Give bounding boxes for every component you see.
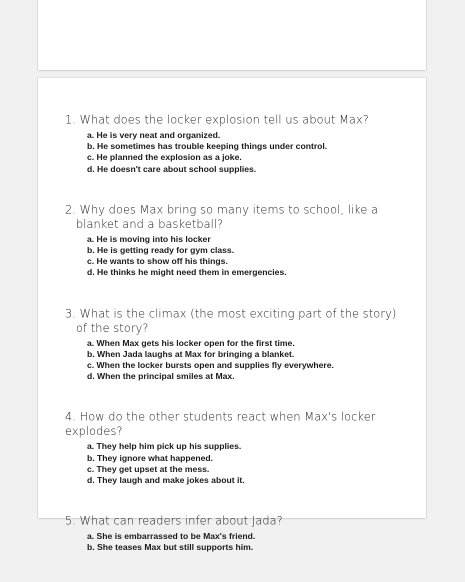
answer-choice: d. They laugh and make jokes about it. xyxy=(87,475,245,486)
question-4 xyxy=(65,410,405,486)
answer-choice: a. He is moving into his locker xyxy=(87,233,211,244)
answer-choice: a. When Max gets his locker open for the first time. xyxy=(87,337,295,348)
answer-choice: a. He is very neat and organized. xyxy=(87,130,221,140)
answer-choices xyxy=(65,234,405,279)
answer-choices xyxy=(65,531,405,553)
question-prompt: 5. What can readers infer about Jada? xyxy=(65,514,283,528)
question-5 xyxy=(65,514,405,553)
answer-choice: d. He doesn't care about school supplies. xyxy=(87,163,257,174)
document-page xyxy=(38,78,426,553)
answer-choice: c. They get upset at the mess. xyxy=(87,463,210,474)
question-3 xyxy=(65,307,405,383)
answer-choice: a. They help him pick up his supplies. xyxy=(87,441,242,452)
answer-choices xyxy=(65,441,405,486)
answer-choice: b. He is getting ready for gym class. xyxy=(87,245,235,256)
answer-choice: a. She is embarrassed to be Max's friend. xyxy=(87,531,256,542)
answer-choice: c. When the locker bursts open and supplies fly everywhere. xyxy=(87,360,334,371)
answer-choice: d. When the principal smiles at Max. xyxy=(87,371,235,382)
question-2 xyxy=(65,203,405,279)
question-prompt: 1. What does the locker explosion tell us about Max? xyxy=(65,113,369,127)
question-1 xyxy=(65,113,405,175)
answer-choices xyxy=(65,130,405,175)
question-list xyxy=(65,113,405,582)
question-prompt: 4. How do the other students react when Max's locker explodes? xyxy=(65,410,376,439)
answer-choice: d. He thinks he might need them in emergencies. xyxy=(87,267,287,278)
answer-choice: b. She teases Max but still supports him. xyxy=(87,542,254,553)
answer-choice: c. He wants to show off his things. xyxy=(87,256,228,267)
previous-page xyxy=(38,0,426,70)
answer-choice: b. They ignore what happened. xyxy=(87,452,214,463)
answer-choice: b. When Jada laughs at Max for bringing a blanket. xyxy=(87,348,295,359)
question-prompt: 2. Why does Max bring so many items to school, like a blanket and a basketball? xyxy=(65,202,379,232)
answer-choice: c. He planned the explosion as a joke. xyxy=(87,152,242,163)
answer-choice: b. He sometimes has trouble keeping things under control. xyxy=(87,141,328,152)
answer-choices xyxy=(65,338,405,383)
question-prompt: 3. What is the climax (the most exciting part of the story) of the story? xyxy=(65,306,397,335)
